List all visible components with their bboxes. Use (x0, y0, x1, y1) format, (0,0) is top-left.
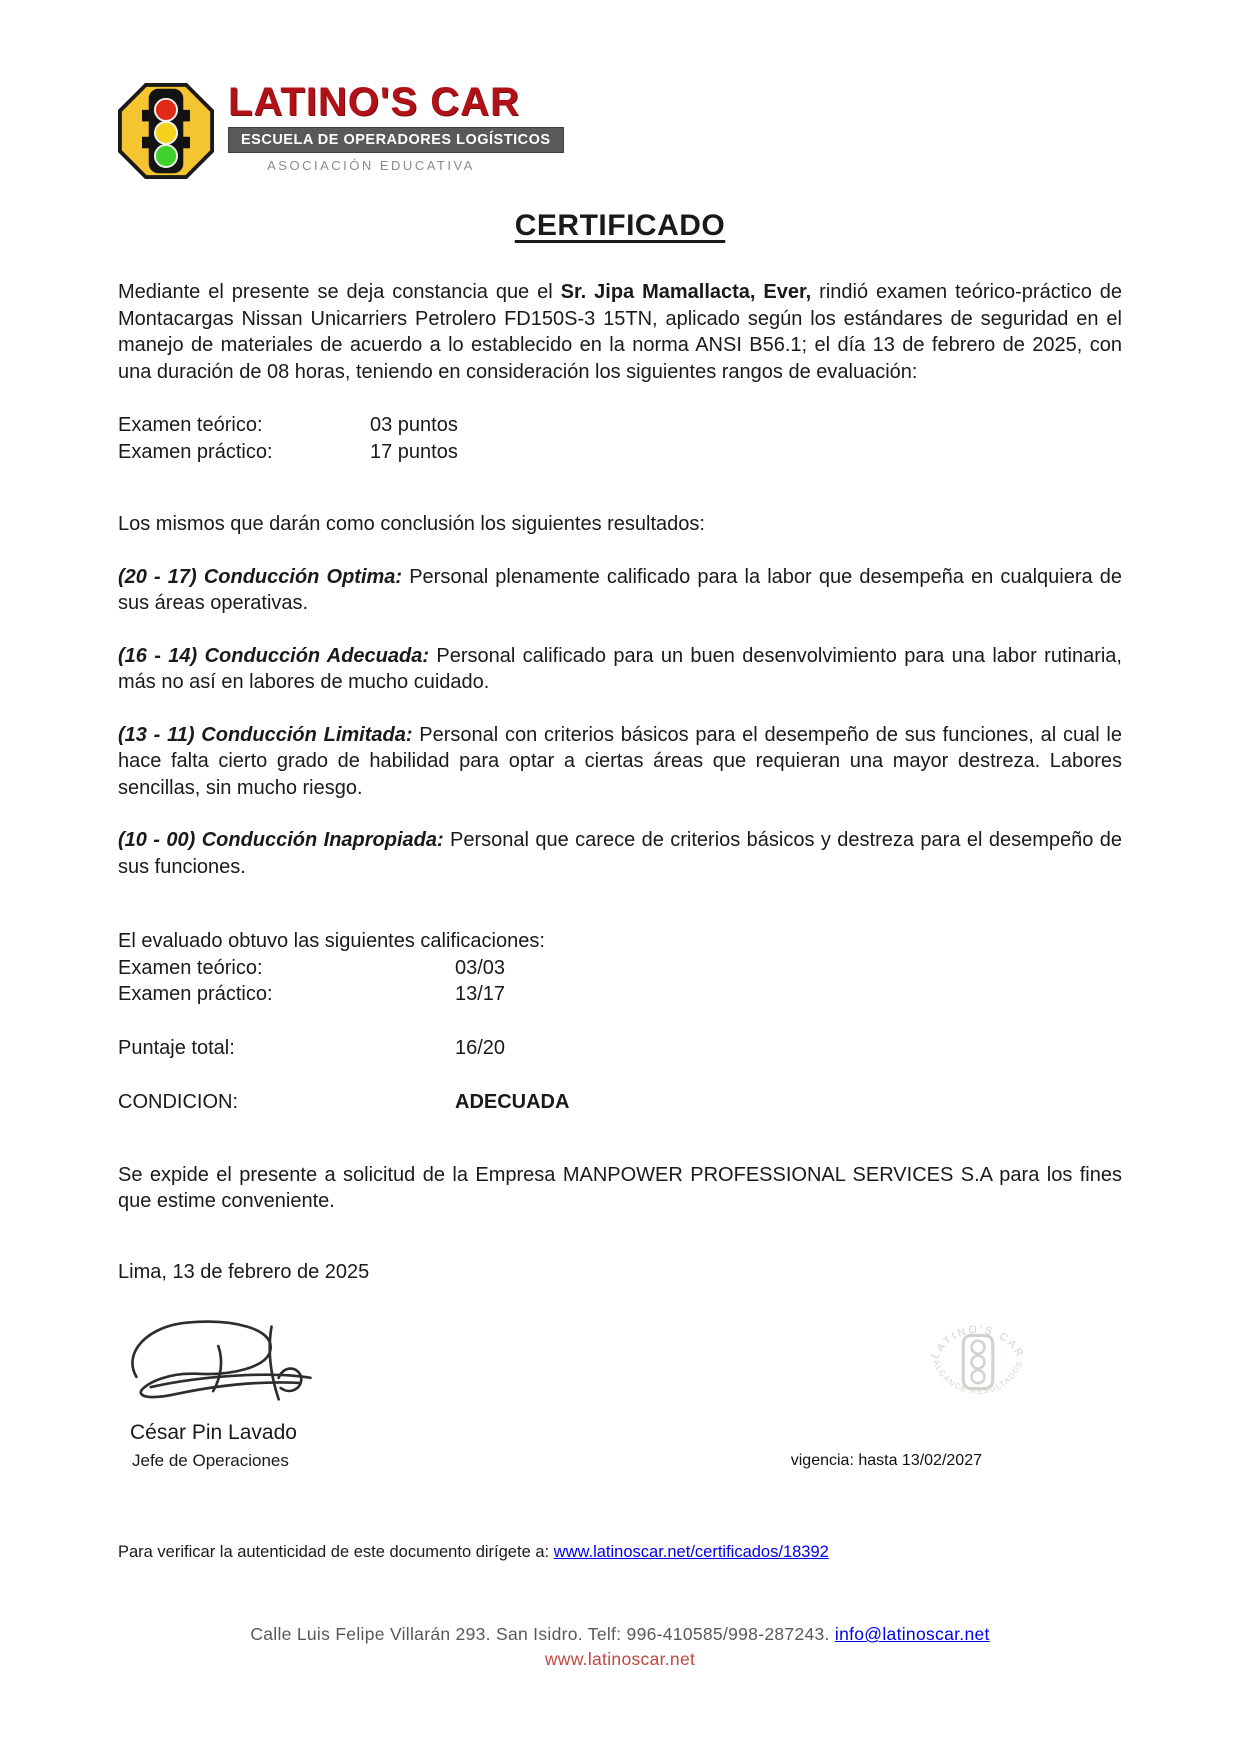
signature-block (118, 1293, 1122, 1539)
company-stamp-watermark (919, 1303, 1037, 1421)
grade-theory-value: 03/03 (455, 956, 506, 979)
table-row (118, 439, 1122, 466)
traffic-light-octagon-icon (118, 83, 214, 179)
page-title-text: CERTIFICADO (514, 209, 726, 242)
condition-row (118, 1089, 1122, 1116)
range-limitada-text: Personal con criterios básicos para el desempeño de sus funciones, al cual le hace falta cierto grado de habilidad para optar a ciertas áreas que requieran una mayor destreza. Labores sencillas, sin mucho riesgo. (118, 723, 1122, 799)
verification-line (118, 1543, 1122, 1562)
brand-subtitle: ESCUELA DE OPERADORES LOGÍSTICOS (228, 127, 564, 153)
logo (118, 75, 1122, 179)
grades-table (118, 955, 1122, 1116)
svg-text:ALCANCE RESULTADOS (931, 1359, 1025, 1396)
verification-pre-text: Para verificar la autenticidad de este documento dirígete a: (118, 1543, 554, 1561)
brand-tagline: ASOCIACIÓN EDUCATIVA (267, 158, 475, 173)
stamp-arc-top-text: LATINO'S CAR (929, 1323, 1027, 1362)
footer-email-link[interactable]: info@latinoscar.net (834, 1624, 990, 1644)
total-score-value: 16/20 (455, 1036, 506, 1059)
page-title (118, 209, 1122, 243)
brand-name: LATINO'S CAR (228, 80, 520, 124)
intro-pre: Mediante el presente se deja constancia que el (118, 281, 561, 303)
range-adecuada-lead: (16 - 14) Conducción Adecuada: (118, 644, 429, 667)
results-intro: Los mismos que darán como conclusión los siguientes resultados: (118, 513, 705, 535)
signatory-role: Jefe de Operaciones (132, 1451, 289, 1470)
total-score-row (118, 1035, 1122, 1062)
total-score-label: Puntaje total: (118, 1036, 235, 1059)
intro-post: rindió examen teórico-práctico de Montacargas Nissan Unicarriers Petrolero FD150S-3 15TN, aplicado según los estándares de seguridad en el manejo de materiales de acuerdo a lo establecido en la norma ANSI B56.1; el día 13 de febrero de 2025, con una duración de 08 horas, teniendo en consideración los siguientes rangos de evaluación: (118, 281, 1122, 383)
evaluated-person-name: Sr. Jipa Mamallacta, Ever, (560, 281, 812, 303)
footer-address: Calle Luis Felipe Villarán 293. San Isidro. Telf: 996-410585/998-287243. (250, 1624, 835, 1644)
grade-practical-value: 13/17 (455, 983, 506, 1005)
table-row (118, 981, 1122, 1008)
validity-text: vigencia: hasta 13/02/2027 (790, 1452, 982, 1469)
grades-intro: El evaluado obtuvo las siguientes calificaciones: (118, 930, 545, 952)
intro-paragraph (118, 279, 1122, 385)
range-inapropiada-lead: (10 - 00) Conducción Inapropiada: (118, 829, 444, 851)
range-optima (118, 564, 1122, 617)
exam-theory-value: 03 puntos (370, 414, 458, 436)
stamp-arc-bottom-text: ALCANCE RESULTADOS (931, 1358, 1025, 1396)
footer-address-line (118, 1624, 1122, 1645)
range-inapropiada (118, 827, 1122, 880)
issuance-paragraph: Se expide el presente a solicitud de la Empresa MANPOWER PROFESSIONAL SERVICES S.A para los fines que estime conveniente. (118, 1163, 1122, 1212)
exam-points-table (118, 412, 1122, 465)
range-optima-text: Personal plenamente calificado para la labor que desempeña en cualquiera de sus áreas operativas. (118, 565, 1122, 614)
table-row (118, 412, 1122, 439)
exam-practical-label: Examen práctico: (118, 440, 273, 463)
footer (118, 1624, 1122, 1670)
exam-theory-label: Examen teórico: (118, 414, 263, 436)
table-row (118, 955, 1122, 982)
grade-practical-label: Examen práctico: (118, 983, 273, 1005)
range-limitada (118, 722, 1122, 802)
range-limitada-lead: (13 - 11) Conducción Limitada: (118, 723, 413, 746)
condition-label: CONDICION: (118, 1091, 238, 1113)
range-optima-lead: (20 - 17) Conducción Optima: (118, 565, 403, 588)
grade-theory-label: Examen teórico: (118, 956, 263, 979)
logo-text (228, 75, 564, 173)
exam-practical-value: 17 puntos (370, 440, 458, 463)
condition-value: ADECUADA (455, 1091, 570, 1113)
issue-date: Lima, 13 de febrero de 2025 (118, 1260, 370, 1283)
range-adecuada-text: Personal calificado para un buen desenvolvimiento para una labor rutinaria, más no así en labores de mucho cuidado. (118, 644, 1122, 693)
certificate-verification-link[interactable]: www.latinoscar.net/certificados/18392 (553, 1543, 829, 1561)
signatory-name: César Pin Lavado (130, 1421, 297, 1444)
range-adecuada (118, 643, 1122, 696)
range-inapropiada-text: Personal que carece de criterios básicos y destreza para el desempeño de sus funciones. (118, 829, 1122, 878)
footer-website-link[interactable]: www.latinoscar.net (544, 1649, 696, 1669)
handwritten-signature (120, 1315, 335, 1413)
